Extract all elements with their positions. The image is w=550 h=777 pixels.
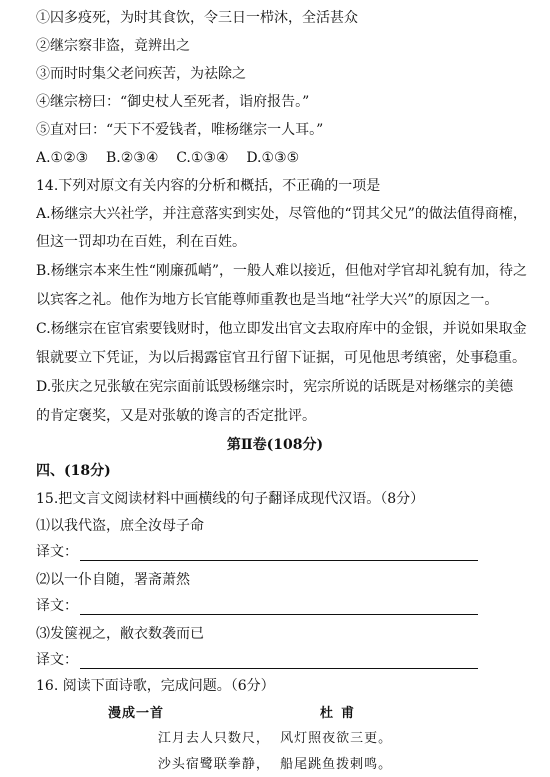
q14-option-d-line-1: D.张庆之兄张敏在宪宗面前诋毁杨继宗时，宪宗所说的话既是对杨继宗的美德	[36, 379, 514, 395]
q14-option-b-line-2: 以宾客之礼。他作为地方长官能尊师重教也是当地“社学大兴”的原因之一。	[36, 292, 499, 308]
poem-line-1: 江月去人只数尺， 风灯照夜欲三更。	[157, 731, 393, 746]
q14-option-c-line-2: 银就要立下凭证，为以后揭露宦官丑行留下证据，可见他思考缜密，处事稳重。	[36, 350, 526, 366]
section-2-title: 第Ⅱ卷(108分)	[226, 437, 324, 453]
option-2: ②继宗察非盗，竟辨出之	[36, 38, 190, 54]
poem-author: 杜甫	[320, 706, 363, 721]
part-4-heading: 四、(18分)	[36, 463, 111, 479]
answer-choices: A.①②③ B.②③④ C.①③④ D.①③⑤	[36, 150, 300, 166]
q14-option-a-line-1: A.杨继宗大兴社学，并注意落实到实处，尽管他的“罚其父兄”的做法值得商榷，	[36, 206, 527, 222]
translation-row-1	[36, 543, 536, 561]
translation-row-2	[36, 597, 536, 615]
translation-row-3	[36, 651, 536, 669]
translation-blank-1[interactable]	[80, 546, 478, 561]
q15-sentence-1: ⑴以我代盗，庶全汝母子命	[36, 518, 204, 534]
translation-blank-2[interactable]	[80, 600, 478, 615]
translation-label: 译文：	[36, 652, 78, 668]
q15-sentence-2: ⑵以一仆自随，署斋萧然	[36, 572, 190, 588]
option-1: ①囚多疫死，为时其食饮，令三日一栉沐，全活甚众	[36, 10, 358, 26]
q14-option-d-line-2: 的肯定褒奖，又是对张敏的谗言的否定批评。	[36, 408, 316, 424]
option-3: ③而时时集父老问疾苦，为祛除之	[36, 66, 246, 82]
option-5: ⑤直对曰：“天下不爱钱者，唯杨继宗一人耳。”	[36, 122, 324, 138]
q14-option-a-line-2: 但这一罚却功在百姓，利在百姓。	[36, 234, 246, 250]
question-15-stem: 15.把文言文阅读材料中画横线的句子翻译成现代汉语。（8分）	[36, 491, 425, 507]
translation-label: 译文：	[36, 598, 78, 614]
option-4: ④继宗榜曰：“御史杖人至死者，诣府报告。”	[36, 94, 310, 110]
q15-sentence-3: ⑶发箧视之，敝衣数袭而已	[36, 626, 204, 642]
poem-line-2: 沙头宿鹭联拳静， 船尾跳鱼拨剌鸣。	[157, 757, 393, 772]
question-16-stem: 16. 阅读下面诗歌，完成问题。（6分）	[36, 678, 275, 694]
translation-blank-3[interactable]	[80, 654, 478, 669]
poem-title: 漫成一首	[108, 706, 165, 721]
question-14-stem: 14.下列对原文有关内容的分析和概括，不正确的一项是	[36, 178, 381, 194]
q14-option-b-line-1: B.杨继宗本来生性“刚廉孤峭”，一般人难以接近，但他对学官却礼貌有加，待之	[36, 263, 528, 279]
translation-label: 译文：	[36, 544, 78, 560]
q14-option-c-line-1: C.杨继宗在宦官索要钱财时，他立即发出官文去取府库中的金银，并说如果取金	[36, 321, 527, 337]
